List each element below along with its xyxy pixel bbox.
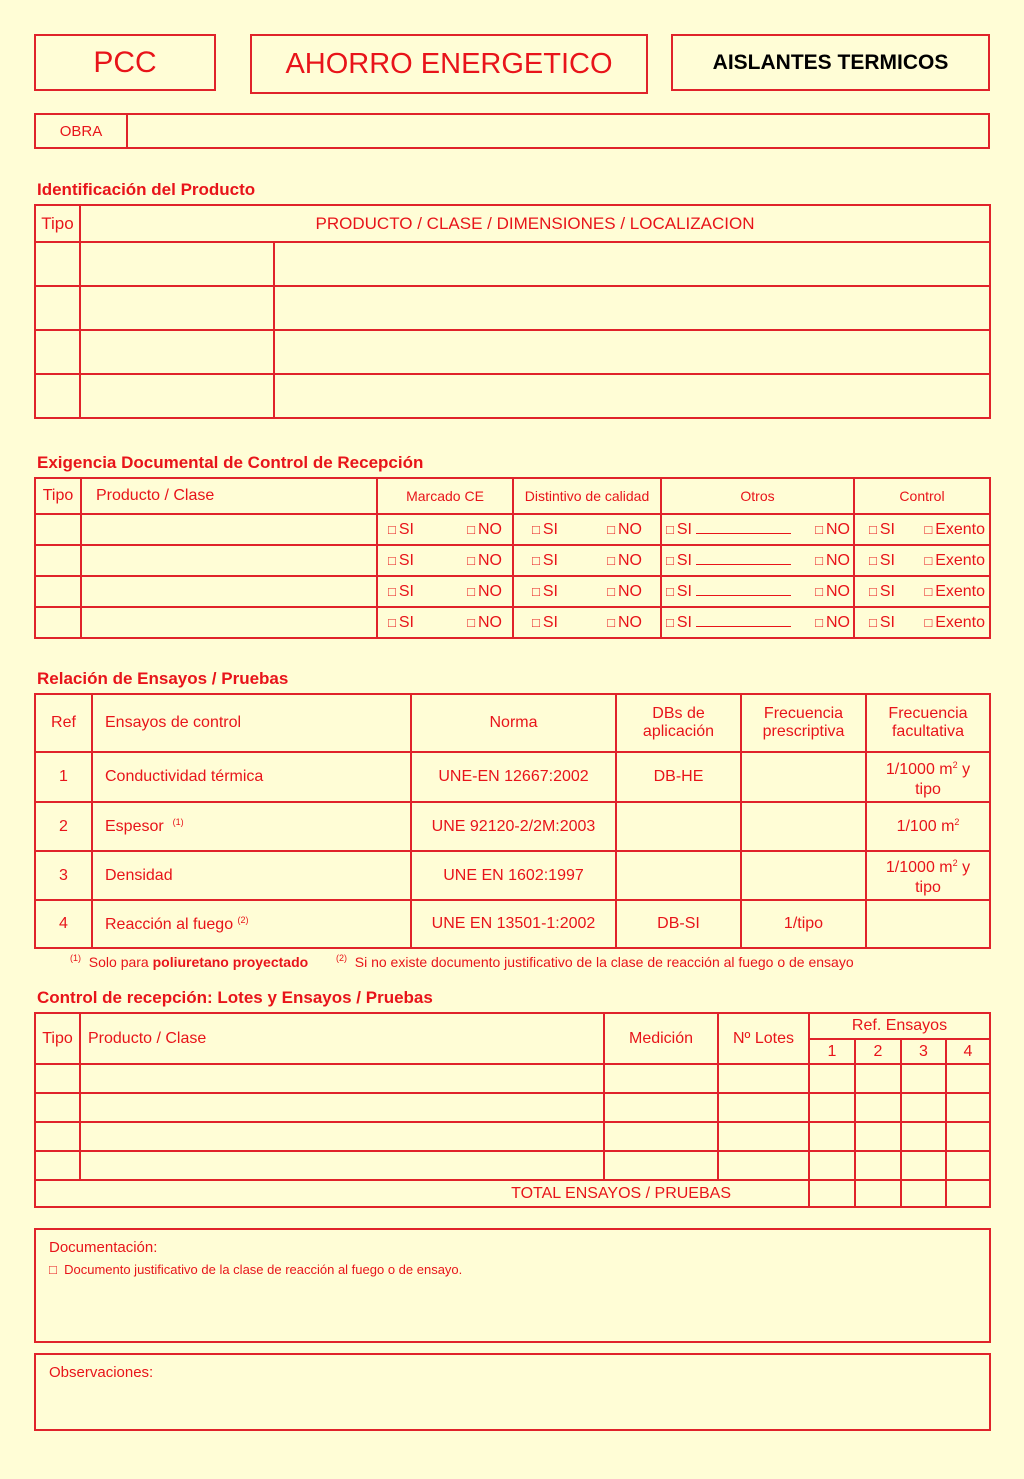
table-row: [35, 1151, 990, 1180]
pcc-box: [34, 34, 216, 91]
col-producto: Producto / Clase: [80, 1013, 604, 1064]
marcado-si-checkbox[interactable]: □ SI: [388, 613, 414, 631]
col-control: Control: [854, 478, 990, 514]
category-box: [250, 34, 648, 94]
marcado-si-checkbox[interactable]: □ SI: [388, 551, 414, 569]
marcado-si-checkbox[interactable]: □ SI: [388, 520, 414, 538]
documentacion-title: Documentación:: [49, 1239, 158, 1256]
col-dbs: DBs de aplicación: [616, 694, 741, 752]
otros-no-checkbox[interactable]: □ NO: [815, 551, 850, 569]
otros-si-checkbox[interactable]: □ SI: [666, 521, 791, 539]
cell[interactable]: [35, 374, 80, 418]
subtitle-title: AISLANTES TERMICOS: [712, 50, 949, 74]
identificacion-title: Identificación del Producto: [37, 180, 256, 199]
observaciones-box[interactable]: [34, 1353, 991, 1431]
obra-row: [34, 113, 990, 149]
otros-no-checkbox[interactable]: □ NO: [815, 520, 850, 538]
obra-label: OBRA: [36, 115, 128, 147]
distintivo-no-checkbox[interactable]: □ NO: [607, 520, 642, 538]
col-frec-facultativa: Frecuencia facultativa: [866, 694, 990, 752]
col-tipo: Tipo: [35, 478, 81, 514]
col-lotes: Nº Lotes: [718, 1013, 809, 1064]
control-exento-checkbox[interactable]: □ Exento: [924, 520, 985, 538]
col-ensayo: Ensayos de control: [92, 694, 411, 752]
cell[interactable]: [274, 374, 990, 418]
col-ref-ensayos: Ref. Ensayos: [809, 1013, 990, 1039]
observaciones-title: Observaciones:: [49, 1364, 154, 1381]
cell[interactable]: [35, 576, 81, 607]
cell[interactable]: [81, 607, 377, 638]
col-norma: Norma: [411, 694, 616, 752]
otros-blank-field[interactable]: [696, 552, 791, 565]
cell[interactable]: [81, 545, 377, 576]
table-row: 4 Reacción al fuego $^{(2)}$ UNE EN 13501-1:2002 DB-SI 1/tipo: [35, 900, 990, 948]
ensayos-title: Relación de Ensayos / Pruebas: [37, 669, 289, 688]
col-tipo: Tipo: [35, 1013, 80, 1064]
marcado-no-checkbox[interactable]: □ NO: [467, 582, 502, 600]
control-si-checkbox[interactable]: □ SI: [869, 582, 895, 600]
table-row: 1 Conductividad térmica UNE-EN 12667:2002 DB-HE 1/1000 $m^2$ y tipo: [35, 752, 990, 802]
total-cell[interactable]: [809, 1180, 855, 1207]
table-row: 3 Densidad UNE EN 1602:1997 1/1000 $m^2$ y tipo: [35, 851, 990, 900]
cell[interactable]: [35, 242, 80, 286]
col-ref: Ref: [35, 694, 92, 752]
cell[interactable]: [35, 607, 81, 638]
col-producto: Producto / Clase: [81, 478, 377, 514]
documentacion-item[interactable]: □ Documento justificativo de la clase de reacción al fuego o de ensayo.: [49, 1262, 463, 1277]
ensayos-table: [34, 693, 991, 949]
cell[interactable]: [35, 330, 80, 374]
otros-no-checkbox[interactable]: □ NO: [815, 613, 850, 631]
cell[interactable]: [35, 286, 80, 330]
total-cell[interactable]: [855, 1180, 901, 1207]
footnotes: $^{(1)}$ Solo para poliuretano proyectado $^{(2)}$ Si no existe documento justificativo de la clase de reacción al fuego o de ensayo: [70, 953, 854, 970]
table-row: [35, 1093, 990, 1122]
control-si-checkbox[interactable]: □ SI: [869, 520, 895, 538]
cell[interactable]: [274, 286, 990, 330]
control-si-checkbox[interactable]: □ SI: [869, 613, 895, 631]
exigencia-title: Exigencia Documental de Control de Recepción: [37, 453, 424, 472]
category-title: AHORRO ENERGETICO: [285, 47, 613, 80]
otros-si-checkbox[interactable]: □ SI: [666, 583, 791, 601]
cell[interactable]: [35, 514, 81, 545]
otros-blank-field[interactable]: [696, 614, 791, 627]
exigencia-table: [34, 477, 991, 639]
distintivo-si-checkbox[interactable]: □ SI: [532, 582, 558, 600]
marcado-si-checkbox[interactable]: □ SI: [388, 582, 414, 600]
subtitle-box: [671, 34, 990, 91]
col-producto: PRODUCTO / CLASE / DIMENSIONES / LOCALIZACION: [80, 205, 990, 242]
table-row: 2 Espesor $^{(1)}$ UNE 92120-2/2M:2003 1/100 $m^2$: [35, 802, 990, 851]
col-otros: Otros: [661, 478, 854, 514]
col-marcado-ce: Marcado CE: [377, 478, 513, 514]
marcado-no-checkbox[interactable]: □ NO: [467, 551, 502, 569]
distintivo-si-checkbox[interactable]: □ SI: [532, 520, 558, 538]
cell[interactable]: [81, 514, 377, 545]
col-distintivo: Distintivo de calidad: [513, 478, 661, 514]
cell[interactable]: [274, 330, 990, 374]
total-label: TOTAL ENSAYOS / PRUEBAS: [35, 1180, 809, 1207]
col-medicion: Medición: [604, 1013, 718, 1064]
control-si-checkbox[interactable]: □ SI: [869, 551, 895, 569]
cell[interactable]: [81, 576, 377, 607]
marcado-no-checkbox[interactable]: □ NO: [467, 613, 502, 631]
distintivo-no-checkbox[interactable]: □ NO: [607, 582, 642, 600]
cell[interactable]: [80, 242, 274, 286]
cell[interactable]: [80, 330, 274, 374]
distintivo-si-checkbox[interactable]: □ SI: [532, 613, 558, 631]
table-row: [35, 1122, 990, 1151]
documentacion-box: [34, 1228, 991, 1343]
lotes-table: Tipo Producto / Clase Medición Nº Lotes Ref. Ensayos 1 2 3 4 TOTAL ENSAYOS / PRUEBAS: [34, 1012, 991, 1208]
otros-si-checkbox[interactable]: □ SI: [666, 614, 791, 632]
table-row: [35, 1064, 990, 1093]
lotes-title: Control de recepción: Lotes y Ensayos / Pruebas: [37, 988, 433, 1007]
col-frec-prescriptiva: Frecuencia prescriptiva: [741, 694, 866, 752]
marcado-no-checkbox[interactable]: □ NO: [467, 520, 502, 538]
cell[interactable]: [80, 286, 274, 330]
distintivo-no-checkbox[interactable]: □ NO: [607, 613, 642, 631]
pcc-label: PCC: [93, 45, 157, 79]
total-cell[interactable]: [901, 1180, 946, 1207]
cell[interactable]: [274, 242, 990, 286]
checkbox-icon[interactable]: □: [49, 1262, 57, 1277]
control-exento-checkbox[interactable]: □ Exento: [924, 582, 985, 600]
distintivo-no-checkbox[interactable]: □ NO: [607, 551, 642, 569]
otros-blank-field[interactable]: [696, 583, 791, 596]
col-tipo: Tipo: [35, 205, 80, 242]
control-exento-checkbox[interactable]: □ Exento: [924, 613, 985, 631]
otros-si-checkbox[interactable]: □ SI: [666, 552, 791, 570]
total-cell[interactable]: [946, 1180, 990, 1207]
cell[interactable]: [80, 374, 274, 418]
identificacion-table: [34, 204, 991, 419]
cell[interactable]: [35, 545, 81, 576]
distintivo-si-checkbox[interactable]: □ SI: [532, 551, 558, 569]
obra-field[interactable]: [128, 115, 988, 147]
otros-blank-field[interactable]: [696, 521, 791, 534]
otros-no-checkbox[interactable]: □ NO: [815, 582, 850, 600]
control-exento-checkbox[interactable]: □ Exento: [924, 551, 985, 569]
